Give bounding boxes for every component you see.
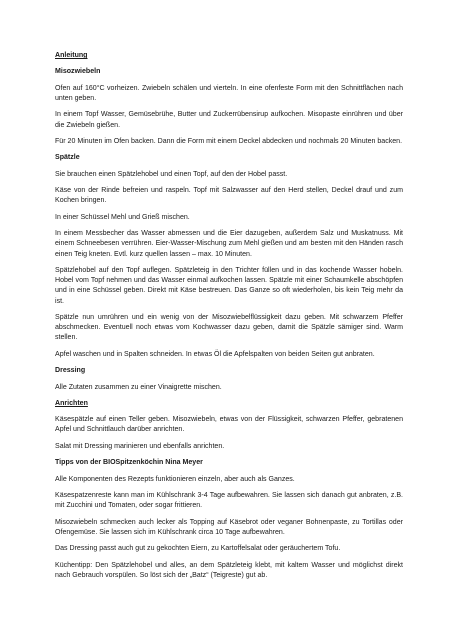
paragraph: Küchentipp: Den Spätzlehobel und alles, an dem Spätzleteig klebt, mit kaltem Wasser und möglichst direkt nach Gebrauch vorspülen. So löst sich der „Batz“ (Teigreste) gut ab. — [55, 561, 403, 579]
paragraph: Apfel waschen und in Spalten schneiden. In etwas Öl die Apfelspalten von beiden Seiten gut anbraten. — [55, 350, 375, 358]
paragraph: Das Dressing passt auch gut zu gekochten Eiern, zu Kartoffelsalat oder geräuchertem Tofu. — [55, 545, 341, 553]
paragraph: Misozwiebeln schmecken auch lecker als Topping auf Käsebrot oder veganer Bohnenpaste, zu Tortillas oder Ofengemüse. Sie lassen sich im Kühlschrank circa 10 Tage aufbewahren. — [55, 518, 403, 536]
paragraph: Alle Komponenten des Rezepts funktionieren einzeln, aber auch als Ganzes. — [55, 475, 295, 483]
section-heading-tipps: Tipps von der BIOSpitzenköchin Nina Meyer — [55, 459, 203, 467]
section-heading-misozwiebeln: Misozwiebeln — [55, 68, 101, 76]
paragraph: Käse von der Rinde befreien und raspeln. Topf mit Salzwasser auf den Herd stellen, Deckel drauf und zum Kochen bringen. — [55, 187, 403, 205]
paragraph: Für 20 Minuten im Ofen backen. Dann die Form mit einem Deckel abdecken und nochmals 20 Minuten backen. — [55, 137, 403, 145]
paragraph: In einem Topf Wasser, Gemüsebrühe, Butter und Zuckerrübensirup aufkochen. Misopaste einrühren und über die Zwiebeln gießen. — [55, 111, 403, 129]
paragraph: In einer Schüssel Mehl und Grieß mischen. — [55, 213, 190, 221]
paragraph: Salat mit Dressing marinieren und ebenfalls anrichten. — [55, 442, 225, 450]
paragraph: Ofen auf 160°C vorheizen. Zwiebeln schälen und vierteln. In eine ofenfeste Form mit den Schnittflächen nach unten geben. — [55, 84, 403, 102]
paragraph: Käsespätzle auf einen Teller geben. Misozwiebeln, etwas von der Flüssigkeit, schwarzen Pfeffer, gebratenen Apfel und Schnittlauch darüber anrichten. — [55, 416, 403, 434]
section-heading-spaetzle: Spätzle — [55, 154, 80, 162]
document-content — [55, 51, 403, 587]
section-heading-anleitung: Anleitung — [55, 52, 88, 59]
paragraph: Alle Zutaten zusammen zu einer Vinaigrette mischen. — [55, 383, 222, 391]
paragraph: In einem Messbecher das Wasser abmessen und die Eier dazugeben, außerdem Salz und Muskatnuss. Mit einem Schneebesen verrühren. Eier-Wasser-Mischung zum Mehl gießen und am besten mit den Händen rasch einen Teig kneten. Evtl. kurz quellen lassen – max. 10 Minuten. — [55, 230, 403, 258]
section-heading-dressing: Dressing — [55, 367, 86, 375]
paragraph: Käsespatzenreste kann man im Kühlschrank 3-4 Tage aufbewahren. Sie lassen sich danach gut anbraten, z.B. mit Zucchini und Tomaten, oder sogar frittieren. — [55, 492, 403, 510]
paragraph: Sie brauchen einen Spätzlehobel und einen Topf, auf den der Hobel passt. — [55, 170, 288, 178]
paragraph: Spätzle nun umrühren und ein wenig von der Misozwiebelflüssigkeit dazu geben. Mit schwarzem Pfeffer abschmecken. Eventuell noch etwas vom Kochwasser dazu geben, damit die Spätzle sämiger sind. Warm stellen. — [55, 313, 403, 342]
paragraph: Spätzlehobel auf den Topf auflegen. Spätzleteig in den Trichter füllen und in das kochende Wasser hobeln. Hobel vom Topf nehmen und das Wasser einmal aufkochen lassen. Spätzle mit einer Schaumkelle abschöpfen und in eine Schüssel geben. Direkt mit Käse bestreuen. Das Ganze so oft wiederholen, bis kein Teig mehr da ist. — [55, 266, 403, 305]
section-heading-anrichten: Anrichten — [55, 399, 88, 407]
